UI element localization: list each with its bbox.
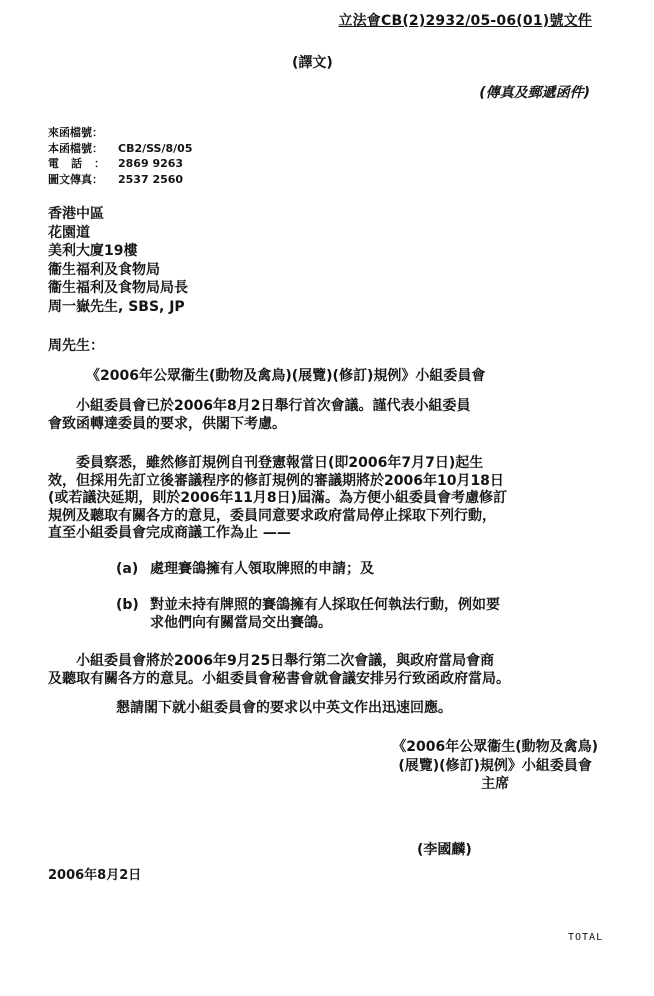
- meta-value: CB2/SS/8/05: [118, 141, 193, 155]
- signature-block: [392, 738, 598, 794]
- meta-label: 圖文傳真：: [48, 172, 103, 186]
- list-item-a-text: [150, 561, 374, 579]
- address-line: 衞生福利及食物局局長: [48, 280, 188, 297]
- list-line: 處理賽鴿擁有人領取牌照的申請；及: [150, 561, 374, 577]
- paragraph-line: 會致函轉達委員的要求，供閣下考慮。: [48, 415, 286, 432]
- list-item-b-text: [150, 597, 500, 632]
- paragraph-1: [48, 398, 470, 433]
- paragraph-line: 小組委員會將於2006年9月25日舉行第二次會議，與政府當局會商: [48, 653, 495, 669]
- signatory-name: (李國麟): [417, 842, 472, 858]
- paragraph-2: [48, 455, 507, 543]
- paragraph-line: 效，但採用先訂立後審議程序的修訂規例的審議期將於2006年10月18日: [48, 472, 504, 489]
- meta-value: 2537 2560: [118, 172, 184, 186]
- address-line: 香港中區: [48, 206, 104, 222]
- recipient-address: [48, 205, 188, 317]
- transmission-note: (傳真及郵遞函件): [479, 85, 590, 101]
- document-reference: 立法會CB(2)2932/05-06(01)號文件: [338, 13, 592, 29]
- address-line: 周一嶽先生, SBS, JP: [48, 298, 185, 315]
- paragraph-line: (或若議決延期，則於2006年11月8日)屆滿。為方便小組委員會考慮修訂: [48, 490, 507, 506]
- address-line: 衞生福利及食物局: [48, 261, 160, 278]
- list-item-b-label: (b): [116, 597, 139, 613]
- paragraph-3: [48, 653, 510, 688]
- paragraph-4: 懇請閣下就小組委員會的要求以中英文作出迅速回應。: [116, 700, 452, 716]
- meta-row-telephone: [48, 156, 192, 172]
- meta-row-fax: [48, 172, 192, 188]
- meta-value: 2869 9263: [118, 157, 184, 170]
- translation-label: (譯文): [292, 55, 333, 71]
- salutation: 周先生：: [48, 338, 104, 354]
- fax-total-mark: TOTAL: [568, 932, 604, 943]
- list-line: 求他們向有關當局交出賽鴿。: [150, 614, 332, 631]
- meta-row-our-ref: [48, 141, 192, 157]
- list-item-a-label: (a): [116, 561, 139, 577]
- signature-committee-line: 《2006年公眾衞生(動物及禽鳥): [392, 739, 598, 755]
- reference-block: [48, 125, 192, 187]
- signature-committee-line: (展覽)(修訂)規例》小組委員會: [398, 757, 592, 774]
- paragraph-line: 及聽取有關各方的意見。小組委員會秘書會就會議安排另行致函政府當局。: [48, 670, 510, 687]
- address-line: 花園道: [48, 224, 90, 241]
- list-line: 對並未持有牌照的賽鴿擁有人採取任何執法行動，例如要: [150, 597, 500, 613]
- meta-row-their-ref: [48, 125, 192, 141]
- paragraph-line: 小組委員會已於2006年8月2日舉行首次會議。謹代表小組委員: [48, 398, 471, 414]
- letter-subject: 《2006年公眾衞生(動物及禽鳥)(展覽)(修訂)規例》小組委員會: [86, 368, 486, 384]
- paragraph-line: 直至小組委員會完成商議工作為止 ——: [48, 525, 291, 541]
- meta-label: 來函檔號：: [48, 126, 103, 139]
- paragraph-line: 規例及聽取有關各方的意見，委員同意要求政府當局停止採取下列行動，: [48, 507, 496, 524]
- meta-label: 本函檔號：: [48, 141, 103, 155]
- address-line: 美利大廈19樓: [48, 243, 138, 260]
- paragraph-line: 委員察悉，雖然修訂規例自刊登憲報當日(即2006年7月7日)起生: [48, 455, 484, 471]
- meta-label: 電話：: [48, 157, 117, 170]
- letter-date: 2006年8月2日: [48, 868, 142, 883]
- signature-role: 主席: [481, 776, 510, 792]
